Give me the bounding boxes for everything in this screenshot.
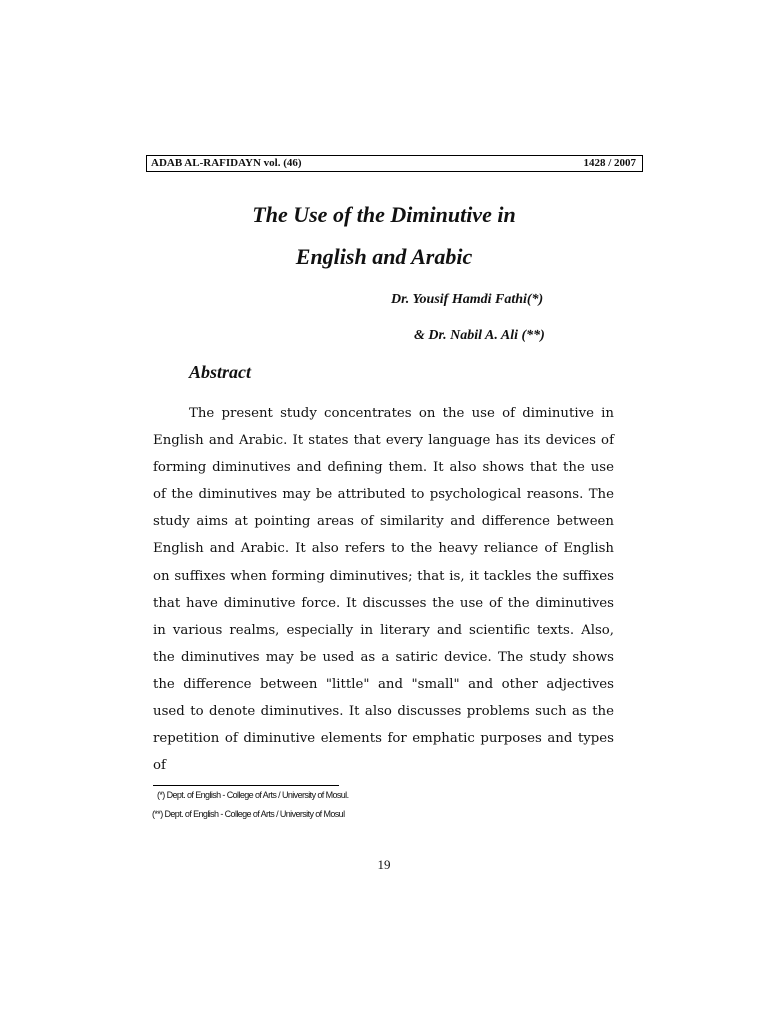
author-1: Dr. Yousif Hamdi Fathi(*)	[391, 292, 544, 307]
footnote-divider	[153, 785, 339, 786]
journal-date: 1428 / 2007	[583, 157, 636, 169]
author-2: & Dr. Nabil A. Ali (**)	[414, 328, 545, 343]
journal-header	[146, 155, 643, 172]
footnote-2: (**) Dept. of English - College of Arts / University of Mosul	[152, 809, 345, 819]
abstract-heading: Abstract	[189, 362, 252, 382]
paper-title-line-2: English and Arabic	[295, 244, 473, 269]
footnote-1: (*) Dept. of English - College of Arts / University of Mosul.	[157, 790, 349, 800]
abstract-body: The present study concentrates on the use of diminutive in English and Arabic. It states that every language has its devices of forming diminutives and defining them. It also shows that the use of the diminutives may be attributed to psychological reasons. The study aims at pointing areas of similarity and difference between English and Arabic. It also refers to the heavy reliance of English on suffixes when forming diminutives; that is, it tackles the suffixes that have diminutive force. It discusses the use of the diminutives in various realms, especially in literary and scientific texts. Also, the diminutives may be used as a satiric device. The study shows the difference between "little" and "small" and other adjectives used to denote diminutives. It also discusses problems such as the repetition of diminutive elements for emphatic purposes and types of	[153, 406, 614, 774]
paper-title-line-1: The Use of the Diminutive in	[252, 202, 516, 227]
page-number: 19	[377, 857, 391, 872]
journal-name: ADAB AL-RAFIDAYN vol. (46)	[151, 157, 302, 169]
